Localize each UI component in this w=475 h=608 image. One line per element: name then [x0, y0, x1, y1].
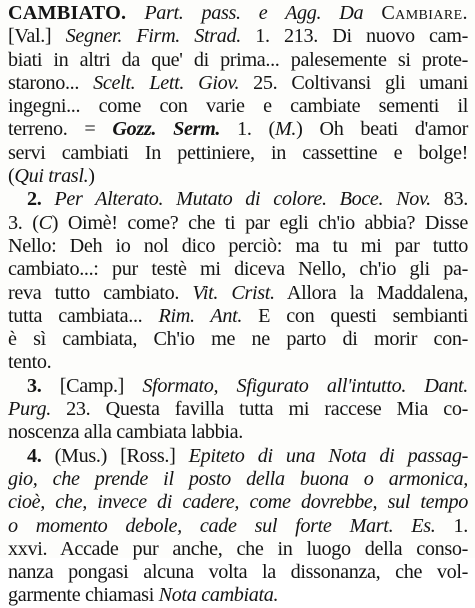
sense-number: 4.: [27, 444, 42, 467]
entry-line: cambiato...: pur testè mi diceva Nello, ch'io gli pa-: [8, 258, 468, 281]
entry-line: terreno. = Gozz. Serm. 1. (M.) Oh beati d'amor: [8, 118, 469, 141]
citation-source: Segner. Firm. Strad.: [65, 25, 241, 48]
entry-line: ingegni... come con varie e cambiate sementi il: [8, 95, 468, 118]
entry-line: nanza pongasi alcuna volta la dissonanza, che vol-: [8, 561, 468, 584]
entry-line: [8, 468, 468, 491]
entry-line: tento.: [8, 351, 52, 374]
cross-reference: Cambiare.: [381, 2, 468, 24]
entry-line: starono... Scelt. Lett. Giov. 25. Coltivansi gli umani: [8, 71, 468, 94]
entry-line: (Qui trasl.): [8, 165, 95, 188]
definition: cioè, che, invece di cadere, come dovrebbe, sul tempo: [8, 491, 468, 514]
definition: gio, che prende il posto della buona o armonica,: [8, 467, 468, 490]
entry-line: 3. [Camp.] Sformato, Sfigurato all'intutto. Dant.: [27, 374, 468, 397]
citation-source: Mart. Es.: [331, 514, 436, 537]
editor-mark: M.: [274, 118, 297, 141]
citation-source: Boce. Nov.: [326, 188, 431, 211]
definition: Sformato, Sfigurato all'intutto. Dant.: [142, 374, 468, 397]
entry-line: biati in altri da que' di prima... palesemente si prote-: [8, 48, 468, 71]
citation-source: Gozz. Serm.: [112, 118, 221, 141]
entry-line: [Val.] Segner. Firm. Strad. 1. 213. Di nuovo cam-: [8, 25, 468, 48]
entry-line: xxvi. Accade pur anche, che in luogo della conso-: [8, 537, 468, 560]
definition: Per Alterato. Mutato di colore.: [41, 188, 327, 211]
entry-line: tutta cambiata... Rim. Ant. E con questi sembianti: [8, 304, 468, 327]
sense-number: 3.: [27, 374, 42, 397]
sense-number: 2.: [27, 188, 42, 211]
entry-line: Nello: Deh io nol dico perciò: ma tu mi par tutto: [8, 234, 468, 257]
quoted-term: Nota cambiata.: [158, 584, 279, 607]
entry-line: reva tutto cambiato. Vit. Crist. Allora la Maddalena,: [8, 281, 469, 304]
citation-source: Rim. Ant.: [158, 304, 243, 327]
grammar-note: Part. pass. e Agg. Da: [144, 2, 382, 24]
entry-line: [8, 491, 468, 514]
headword: CAMBIATO.: [8, 2, 127, 24]
entry-line: noscenza alla cambiata labbia.: [8, 421, 243, 444]
entry-line: Purg. 23. Questa favilla tutta mi raccese Mia co-: [8, 398, 468, 421]
dictionary-entry-cambiato: [8, 2, 468, 608]
citation-source: Scelt. Lett. Giov.: [93, 71, 240, 94]
usage-note: Qui trasl.: [14, 165, 89, 188]
entry-line: è sì cambiata, Ch'io me ne parto di morir con-: [8, 328, 468, 351]
entry-line: 2. Per Alterato. Mutato di colore. Boce. Nov. 83.: [27, 188, 468, 211]
editor-mark: C: [38, 211, 52, 234]
citation-source: Purg.: [8, 398, 51, 421]
entry-line: servi cambiati In pettiniere, in cassettine e bolge!: [8, 141, 468, 164]
entry-line: o momento debole, cade sul forte Mart. Es. 1.: [8, 514, 468, 537]
entry-line: garmente chiamasi Nota cambiata.: [8, 584, 279, 607]
citation-source: Vit. Crist.: [192, 281, 275, 304]
definition: o momento debole, cade sul forte: [8, 514, 332, 537]
entry-line: 3. (C) Oimè! come? che ti par egli ch'io abbia? Disse: [8, 211, 468, 234]
definition: Epiteto di una Nota di passag-: [188, 444, 468, 467]
entry-line: 4. (Mus.) [Ross.] Epiteto di una Nota di passag-: [27, 444, 468, 467]
entry-line: [8, 2, 468, 25]
